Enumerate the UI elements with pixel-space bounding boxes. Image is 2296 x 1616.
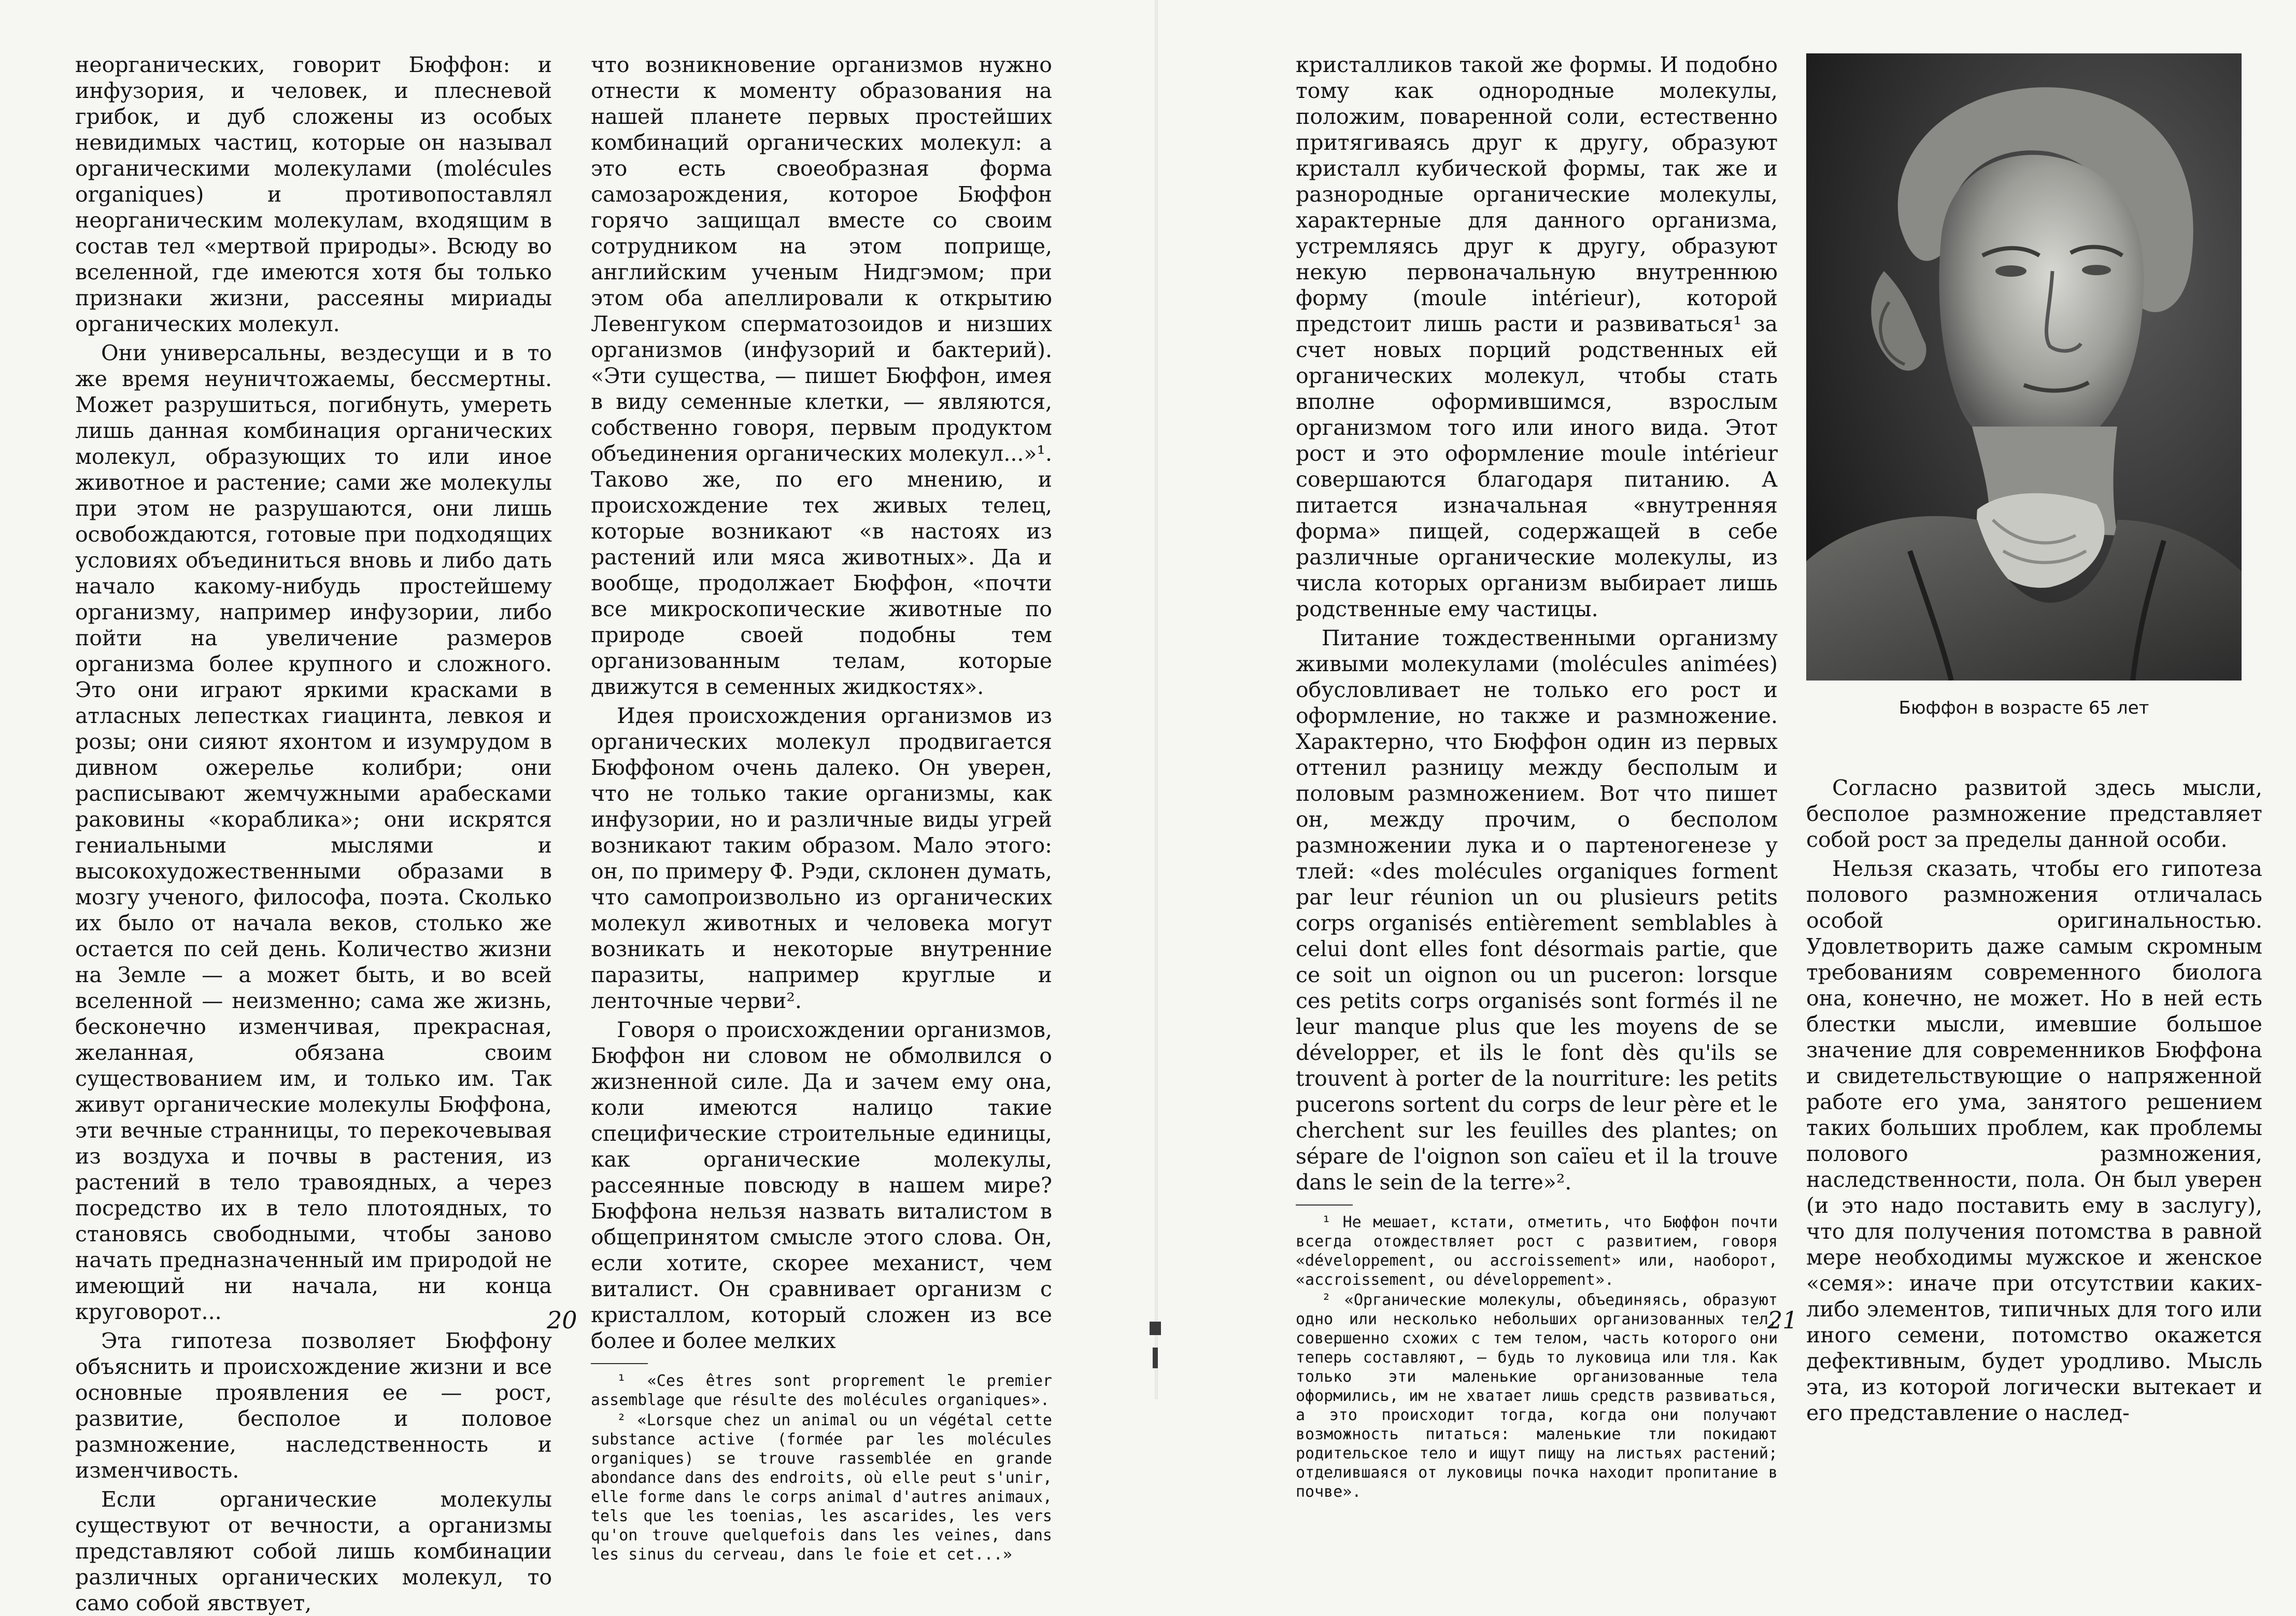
- right-page-column-2: [1806, 775, 2262, 1426]
- footnote: ¹ «Ces êtres sont proprement le premier assemblage que résulte des molécules organiques».: [591, 1372, 1052, 1409]
- paragraph: Если органические молекулы существуют от вечности, а организмы представляют собой лишь комбинации различных органических молекул, то само собой явствует,: [75, 1487, 552, 1615]
- paragraph: Согласно развитой здесь мысли, бесполое размножение представляет собой рост за пределы данной особи.: [1806, 775, 2262, 852]
- footnote-divider: [591, 1363, 648, 1364]
- right-page-column-1: [1296, 52, 1778, 1501]
- paragraph: Нельзя сказать, чтобы его гипотеза полового размножения отличалась особой оригинальностью. Удовлетворить даже самым скромным требованиям современного биолога она, конечно, не может. Но в ней есть блестки мысли, имевшие большое значение для современников Бюффона и свидетельствующие о напряженной работе его ума, занятого решением таких больших проблем, как проблемы полового размножения, наследственности, пола. Он был уверен (и это надо поставить ему в заслугу), что для получения потомства в равной мере необходимы мужское и женское «семя»: иначе при отсутствии каких-либо элементов, типичных для того или иного семени, потомство окажется дефективным, будет уродливо. Мысль эта, из которой логически вытекает и его представление о наслед-: [1806, 856, 2262, 1425]
- paragraph: Идея происхождения организмов из органических молекул продвигается Бюффоном очень далеко. Он уверен, что не только такие организмы, как инфузории, но и различные виды угрей возникают таким образом. Мало этого: он, по примеру Ф. Рэди, склонен думать, что самопроизвольно из органических молекул животных и человека могут возникать и некоторые внутренние паразиты, например круглые и ленточные черви².: [591, 703, 1052, 1013]
- left-page-column-1: [75, 52, 552, 1616]
- paragraph: Питание тождественными организму живыми молекулами (molécules animées) обусловливает не только его рост и оформление, но также и размножение. Характерно, что Бюффон один из первых оттенил разницу между бесполым и половым размножением. Вот что пишет он, между прочим, о бесполом размножении лука и о партеногенезе у тлей: «des molécules organiques forment par leur réunion un ou plusieurs petits corps organisés entièrement semblables à celui dont elles font désormais partie, que ce soit un oignon ou un puceron: lorsque ces petits corps organisés sont formés il ne leur manque plus que les moyens de se développer, et ils le font dès qu'ils se trouvent à porter de la nourriture: les petits pucerons sortent du corps de leur père et le cherchent sur les feuilles des plantes; on sépare de l'oignon son caïeu et il la trouve dans le sein de la terre»².: [1296, 626, 1778, 1195]
- page-number: 20: [547, 1306, 577, 1334]
- left-page: [0, 0, 1148, 1615]
- paragraph: Говоря о происхождении организмов, Бюффон ни словом не обмолвился о жизненной силе. Да и зачем ему она, коли имеются налицо такие специфические строительные единицы, как органические молекулы, рассеянные повсюду в нашем мире? Бюффона нельзя назвать виталистом в общепринятом смысле этого слова. Он, если хотите, скорее механист, чем виталист. Он сравнивает организм с кристаллом, который сложен из все более и более мелких: [591, 1017, 1052, 1353]
- portrait-bust-icon: [1806, 53, 2242, 681]
- paragraph: что возникновение организмов нужно отнести к моменту образования на нашей планете первых простейших комбинаций органических молекул: а это есть своеобразная форма самозарождения, которое Бюффон горячо защищал вместе со своим сотрудником на этом поприще, английским ученым Нидгэмом; при этом оба апеллировали к открытию Левенгуком сперматозоидов и низших организмов (инфузорий и бактерий). «Эти существа, — пишет Бюффон, имея в виду семенные клетки, — являются, собственно говоря, первым продуктом объединения органических молекул...»¹. Таково же, по его мнению, и происхождение тех живых телец, которые возникают «в настоях из растений или мяса животных». Да и вообще, продолжает Бюффон, «почти все микроскопические животные по природе своей подобны тем организованным телам, которые движутся в семенных жидкостях».: [591, 52, 1052, 699]
- portrait-bust-illustration: [1806, 53, 2242, 681]
- portrait-caption: Бюффон в возрасте 65 лет: [1898, 698, 2149, 718]
- footnote: ² «Органические молекулы, объединяясь, образуют одно или несколько небольших организованных тел, совершенно схожих с тем телом, часть которого они теперь составляют, — будь то луковица или тля. Как только эти маленькие организованные тела оформились, им не хватает лишь средств развиваться, а это происходит тогда, когда они получают возможность питаться: маленькие тли покидают родительское тело и ищут пищу на листьях растений; отделившаяся от луковицы почка находит пропитание в почве».: [1296, 1291, 1778, 1501]
- paragraph: неорганических, говорит Бюффон: и инфузория, и человек, и плесневой грибок, и дуб сложены из особых невидимых частиц, которые он называл органическими молекулами (molécules organiques) и противопоставлял неорганическим молекулам, входящим в состав тел «мертвой природы». Всюду во вселенной, где имеются хотя бы только признаки жизни, рассеяны мириады органических молекул.: [75, 52, 552, 336]
- paragraph: Они универсальны, вездесущи и в то же время неуничтожаемы, бессмертны. Может разрушиться, погибнуть, умереть лишь данная комбинация органических молекул, образующих то или иное животное и растение; сами же молекулы при этом не разрушаются, они лишь освобождаются, готовые при подходящих условиях объединиться вновь и либо дать начало какому-нибудь простейшему организму, например инфузории, либо пойти на увеличение размеров организма более крупного и сложного. Это они играют яркими красками в атласных лепестках гиацинта, левкоя и розы; они сияют яхонтом и изумрудом в дивном ожерелье колибри; они расписывают жемчужными арабесками раковины «кораблика»; они искрятся гениальными мыслями и высокохудожественными образами в мозгу ученого, философа, поэта. Сколько их было от начала веков, столько же остается по сей день. Количество жизни на Земле — а может быть, и во всей вселенной — неизменно; сама же жизнь, бесконечно изменчивая, прекрасная, желанная, обязана своим существованием им, и только им. Так живут органические молекулы Бюффона, эти вечные странницы, то перекочевывая из воздуха и почвы в растения, из растений в тело травоядных, а через посредство их в тело плотоядных, то становясь свободными, чтобы заново начать предназначенный им природой не имеющий ни начала, ни конца круговорот...: [75, 341, 552, 1324]
- paragraph: Эта гипотеза позволяет Бюффону объяснить и происхождение жизни и все основные проявления ее — рост, развитие, бесполое и половое размножение, наследственность и изменчивость.: [75, 1328, 552, 1483]
- page-number: 21: [1767, 1306, 1798, 1334]
- footnote: ¹ Не мешает, кстати, отметить, что Бюффон почти всегда отождествляет рост с развитием, говоря «développement, ou accroissement» или, наоборот, «accroissement, ou développement».: [1296, 1213, 1778, 1289]
- paragraph: кристалликов такой же формы. И подобно тому как однородные молекулы, положим, поваренной соли, естественно притягиваясь друг к другу, образуют кристалл кубической формы, так же и разнородные органические молекулы, характерные для данного организма, устремляясь друг к другу, образуют некую первоначальную внутреннюю форму (moule intérieur), которой предстоит лишь расти и развиваться¹ за счет новых порций родственных ей органических молекул, чтобы стать вполне оформившимся, взрослым организмом того или иного вида. Этот рост и это оформление moule intérieur совершаются благодаря питанию. А питается изначальная «внутренняя форма» пищей, содержащей в себе различные органические молекулы, из числа которых организм выбирает лишь родственные ему частицы.: [1296, 52, 1778, 621]
- footnote: ² «Lorsque chez un animal ou un végétal cette substance active (formée par les molécules organiques) se trouve rassemblée en grande abondance dans des endroits, où elle peut s'unir, elle forme dans le corps animal d'autres animaux, tels que les toenias, les ascarides, les vers qu'on trouve quelquefois dans les veines, dans les sinus du cerveau, dans le foie et cet...»: [591, 1411, 1052, 1564]
- left-page-column-2: [591, 52, 1052, 1564]
- footnote-divider: [1296, 1204, 1353, 1206]
